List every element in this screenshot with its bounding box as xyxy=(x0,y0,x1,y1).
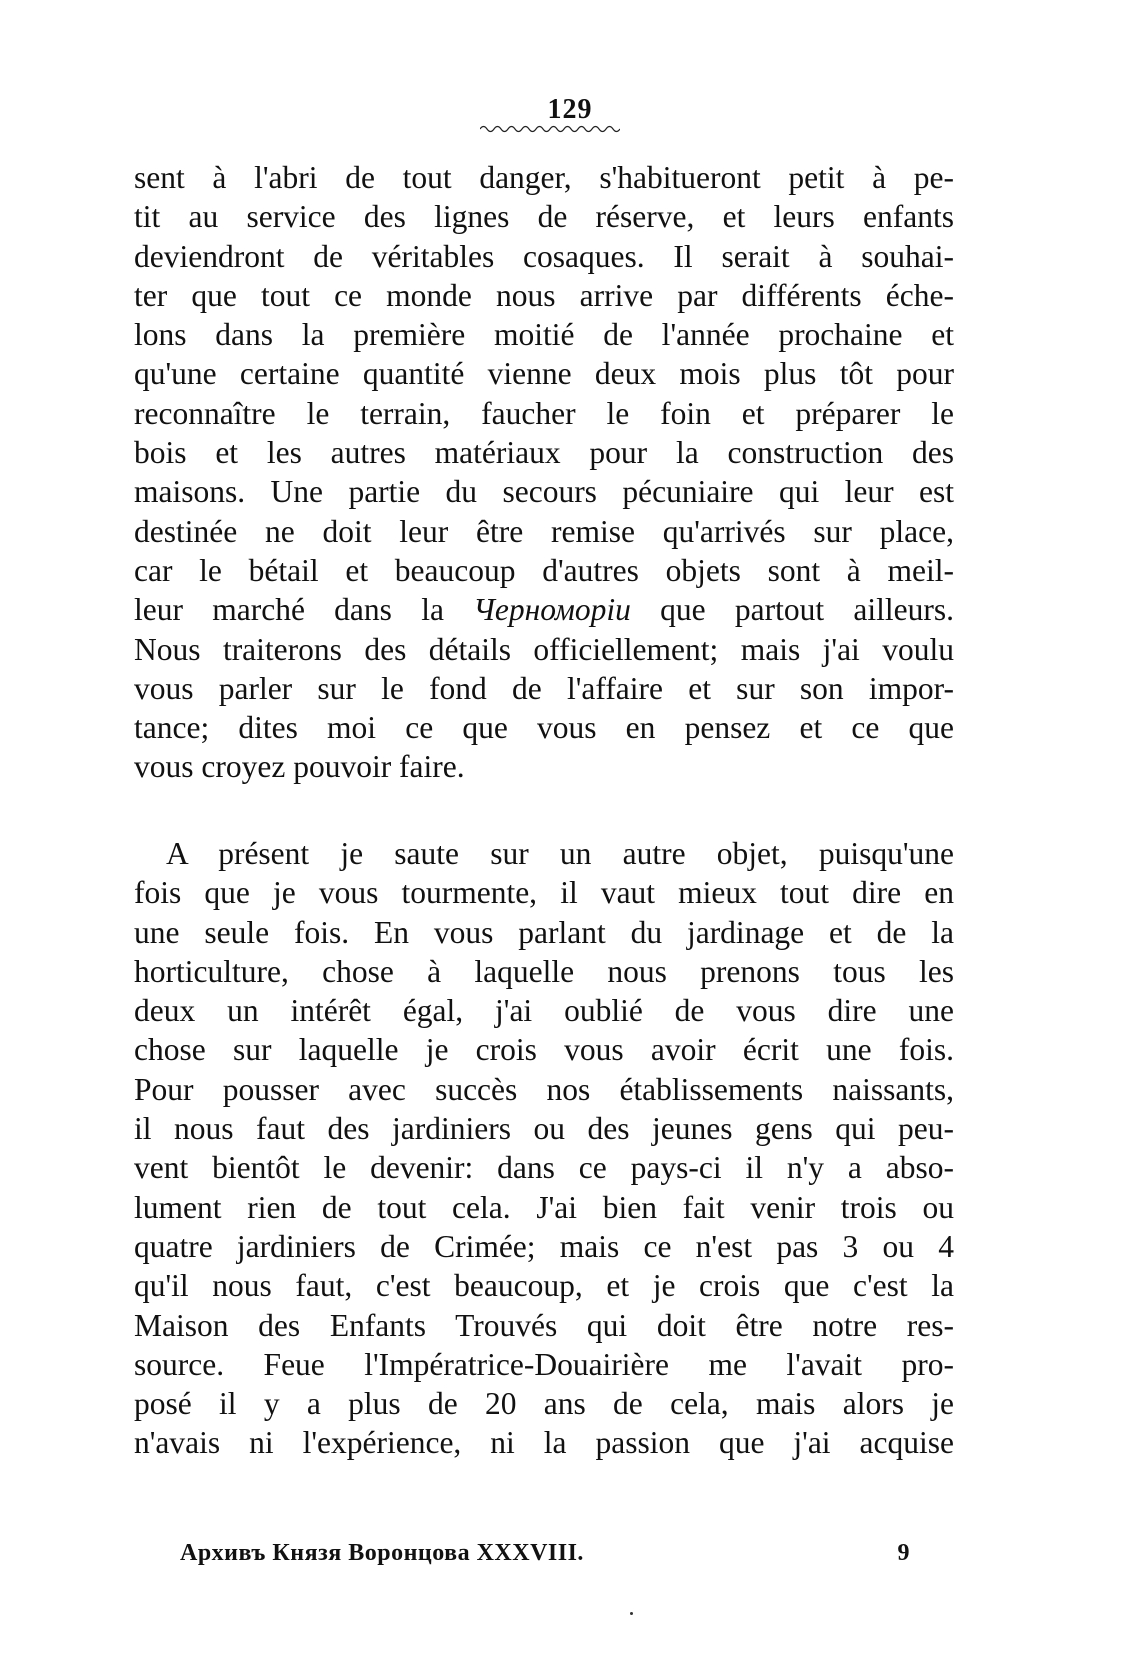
text-line: posé il y a plus de 20 ans de cela, mais alors je xyxy=(134,1386,954,1422)
text-line: lument rien de tout cela. J'ai bien fait venir trois ou xyxy=(134,1189,954,1225)
page-number-ornament xyxy=(480,124,620,134)
paragraph-1 xyxy=(134,158,954,787)
text-line: fois que je vous tourmente, il vaut mieux tout dire en xyxy=(134,875,954,911)
text-line: vous parler sur le fond de l'affaire et sur son impor- xyxy=(134,670,954,706)
page-footer xyxy=(180,1540,910,1567)
text-line: chose sur laquelle je crois vous avoir écrit une fois. xyxy=(134,1032,954,1068)
cyrillic-place-name: Черноморіи xyxy=(473,592,631,628)
text-line: Nous traiterons des détails officiellement; mais j'ai voulu xyxy=(134,631,954,667)
text-line: maisons. Une partie du secours pécuniaire qui leur est xyxy=(134,474,954,510)
text-line: il nous faut des jardiniers ou des jeunes gens qui peu- xyxy=(134,1111,954,1147)
text-line-mixed xyxy=(134,590,954,629)
text-line: deviendront de véritables cosaques. Il serait à souhai- xyxy=(134,238,954,274)
text-line: reconnaître le terrain, faucher le foin et préparer le xyxy=(134,395,954,431)
text-line: Pour pousser avec succès nos établissements naissants, xyxy=(134,1071,954,1107)
text-line: une seule fois. En vous parlant du jardinage et de la xyxy=(134,914,954,950)
text-line: bois et les autres matériaux pour la construction des xyxy=(134,435,954,471)
text-line: deux un intérêt égal, j'ai oublié de vous dire une xyxy=(134,993,954,1029)
text-line: car le bétail et beaucoup d'autres objets sont à meil- xyxy=(134,552,954,588)
text-line: horticulture, chose à laquelle nous prenons tous les xyxy=(134,953,954,989)
text-line: ter que tout ce monde nous arrive par différents éche- xyxy=(134,277,954,313)
text-fragment: que partout ailleurs. xyxy=(660,592,954,628)
paragraph-2 xyxy=(134,834,954,1463)
text-line: source. Feue l'Impératrice-Douairière me l'avait pro- xyxy=(134,1346,954,1382)
print-speck xyxy=(630,1612,633,1615)
text-line: lons dans la première moitié de l'année prochaine et xyxy=(134,317,954,353)
text-line: tit au service des lignes de réserve, et leurs enfants xyxy=(134,199,954,235)
text-line: qu'il nous faut, c'est beaucoup, et je crois que c'est la xyxy=(134,1268,954,1304)
text-line: vous croyez pouvoir faire. xyxy=(134,749,465,785)
text-line: n'avais ni l'expérience, ni la passion que j'ai acquise xyxy=(134,1425,954,1461)
text-fragment: leur marché dans la xyxy=(134,592,444,628)
text-line: Maison des Enfants Trouvés qui doit être notre res- xyxy=(134,1307,954,1343)
text-line: sent à l'abri de tout danger, s'habitueront petit à pe- xyxy=(134,160,954,195)
page-number: 129 xyxy=(547,94,593,125)
text-line: vent bientôt le devenir: dans ce pays-ci il n'y a abso- xyxy=(134,1150,954,1186)
text-line: tance; dites moi ce que vous en pensez et ce que xyxy=(134,710,954,746)
text-line: quatre jardiniers de Crimée; mais ce n'est pas 3 ou 4 xyxy=(134,1228,954,1264)
text-line: qu'une certaine quantité vienne deux mois plus tôt pour xyxy=(134,356,954,392)
signature-mark: 9 xyxy=(897,1540,910,1566)
text-line: destinée ne doit leur être remise qu'arrivés sur place, xyxy=(134,513,954,549)
text-line: A présent je saute sur un autre objet, puisqu'une xyxy=(166,836,954,871)
footer-title: Архивъ Князя Воронцова XXXVIII. xyxy=(180,1540,584,1566)
